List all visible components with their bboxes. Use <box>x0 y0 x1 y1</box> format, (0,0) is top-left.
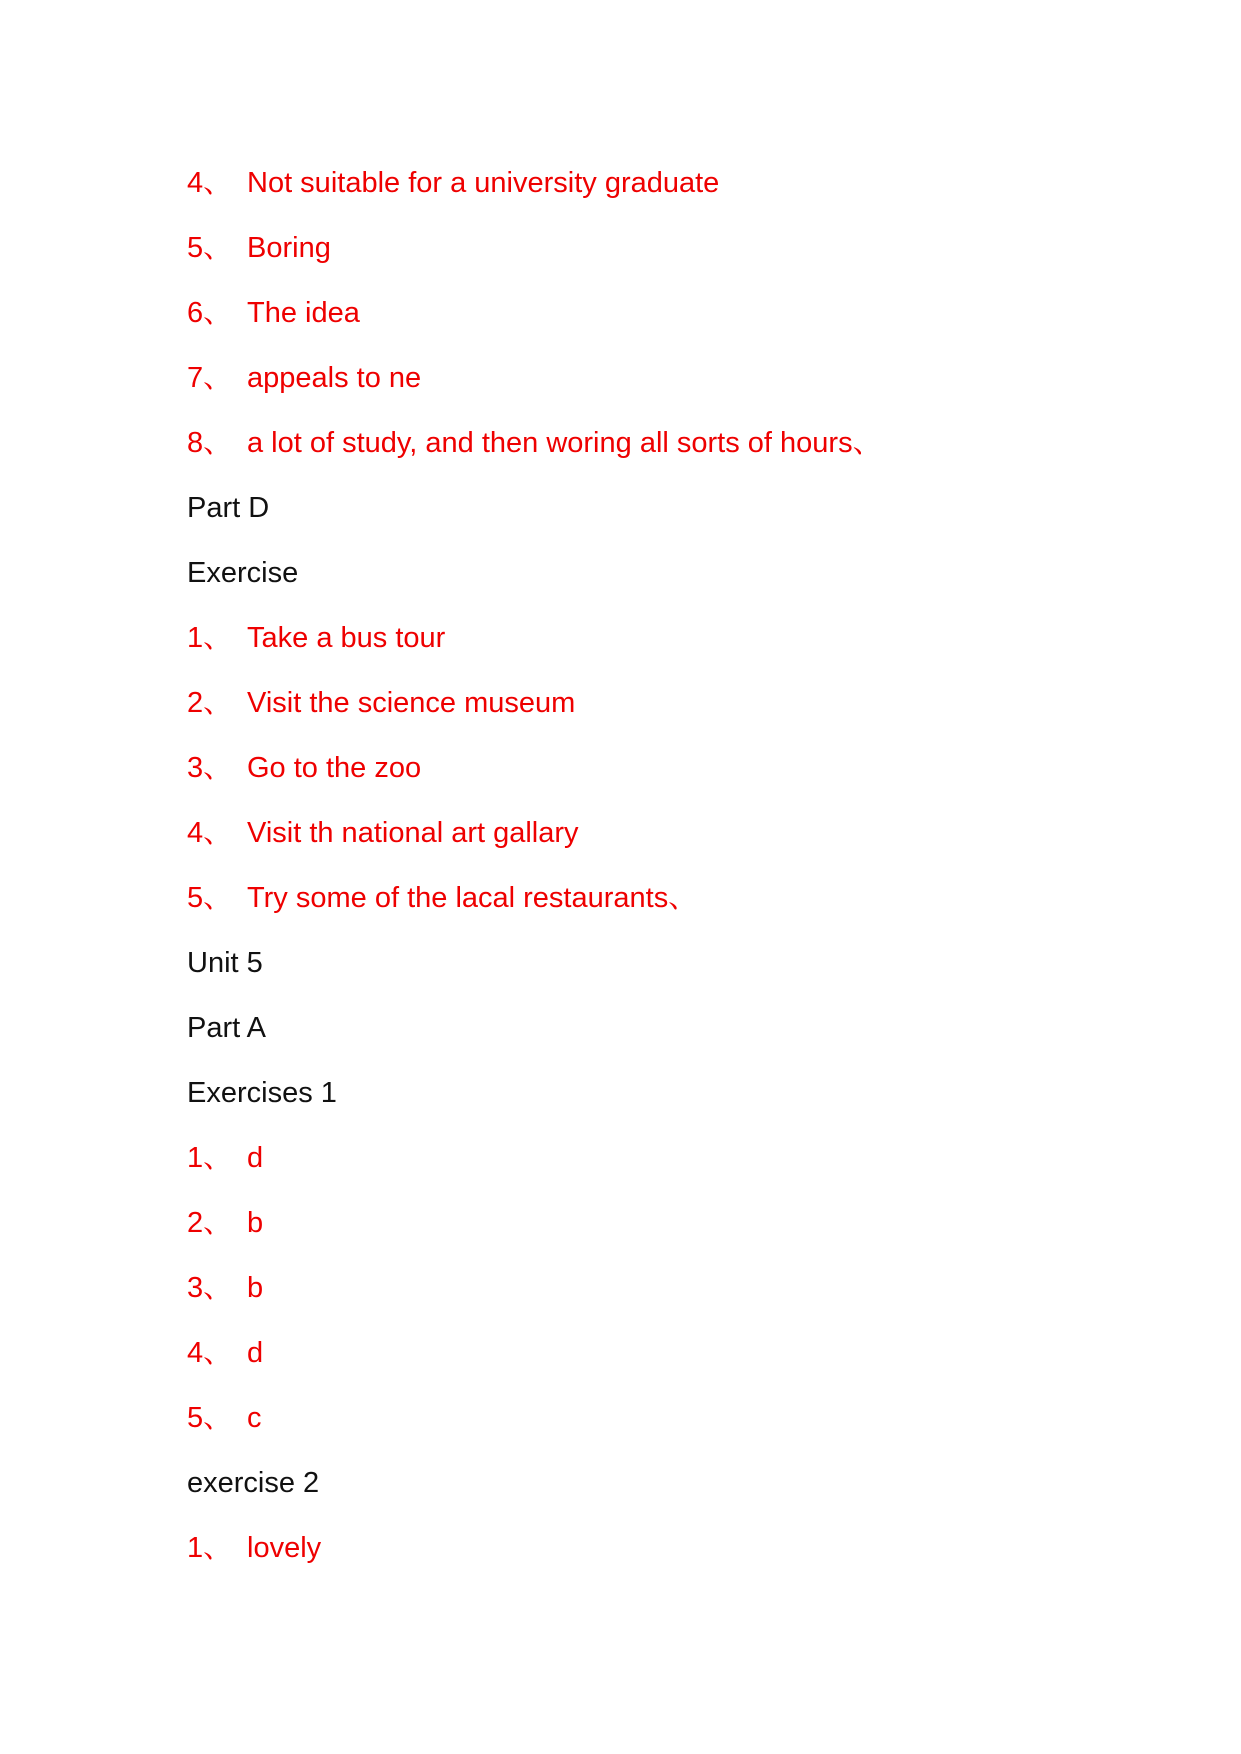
section-heading: Exercise <box>187 557 299 589</box>
answer-item <box>187 740 1187 805</box>
section-heading: Part D <box>187 492 270 524</box>
item-text: Boring <box>247 232 331 264</box>
answer-item <box>187 1195 1187 1260</box>
item-number: 6、 <box>187 297 233 329</box>
item-number: 7、 <box>187 362 233 394</box>
item-number: 4、 <box>187 1337 233 1369</box>
item-number: 4、 <box>187 167 233 199</box>
document-content <box>187 155 1187 1585</box>
answer-item <box>187 285 1187 350</box>
item-number: 1、 <box>187 622 233 654</box>
item-number: 5、 <box>187 232 233 264</box>
item-number: 1、 <box>187 1532 233 1564</box>
answer-item <box>187 1325 1187 1390</box>
item-text: Try some of the lacal restaurants、 <box>247 882 698 914</box>
item-text: b <box>247 1272 264 1304</box>
answer-item <box>187 1260 1187 1325</box>
item-text: a lot of study, and then woring all sorts of hours、 <box>247 427 882 459</box>
section-heading: exercise 2 <box>187 1467 320 1499</box>
item-text: b <box>247 1207 264 1239</box>
answer-item <box>187 1520 1187 1585</box>
answer-item <box>187 870 1187 935</box>
item-number: 2、 <box>187 687 233 719</box>
answer-item <box>187 805 1187 870</box>
item-text: c <box>247 1402 262 1434</box>
section-heading: Unit 5 <box>187 947 263 979</box>
item-number: 5、 <box>187 882 233 914</box>
answer-item <box>187 415 1187 480</box>
item-number: 3、 <box>187 752 233 784</box>
item-text: appeals to ne <box>247 362 422 394</box>
answer-item <box>187 350 1187 415</box>
item-number: 1、 <box>187 1142 233 1174</box>
item-text: Visit th national art gallary <box>247 817 579 849</box>
answer-item <box>187 1390 1187 1455</box>
answer-item <box>187 220 1187 285</box>
section-heading: Exercises 1 <box>187 1077 337 1109</box>
answer-item <box>187 1130 1187 1195</box>
item-text: The idea <box>247 297 360 329</box>
item-number: 4、 <box>187 817 233 849</box>
answer-item <box>187 155 1187 220</box>
item-number: 8、 <box>187 427 233 459</box>
item-text: Not suitable for a university graduate <box>247 167 720 199</box>
section-heading: Part A <box>187 1012 266 1044</box>
item-number: 5、 <box>187 1402 233 1434</box>
item-text: d <box>247 1142 264 1174</box>
item-text: lovely <box>247 1532 322 1564</box>
item-text: d <box>247 1337 264 1369</box>
item-text: Visit the science museum <box>247 687 576 719</box>
item-text: Go to the zoo <box>247 752 422 784</box>
item-number: 3、 <box>187 1272 233 1304</box>
answer-item <box>187 610 1187 675</box>
item-text: Take a bus tour <box>247 622 446 654</box>
answer-item <box>187 675 1187 740</box>
item-number: 2、 <box>187 1207 233 1239</box>
